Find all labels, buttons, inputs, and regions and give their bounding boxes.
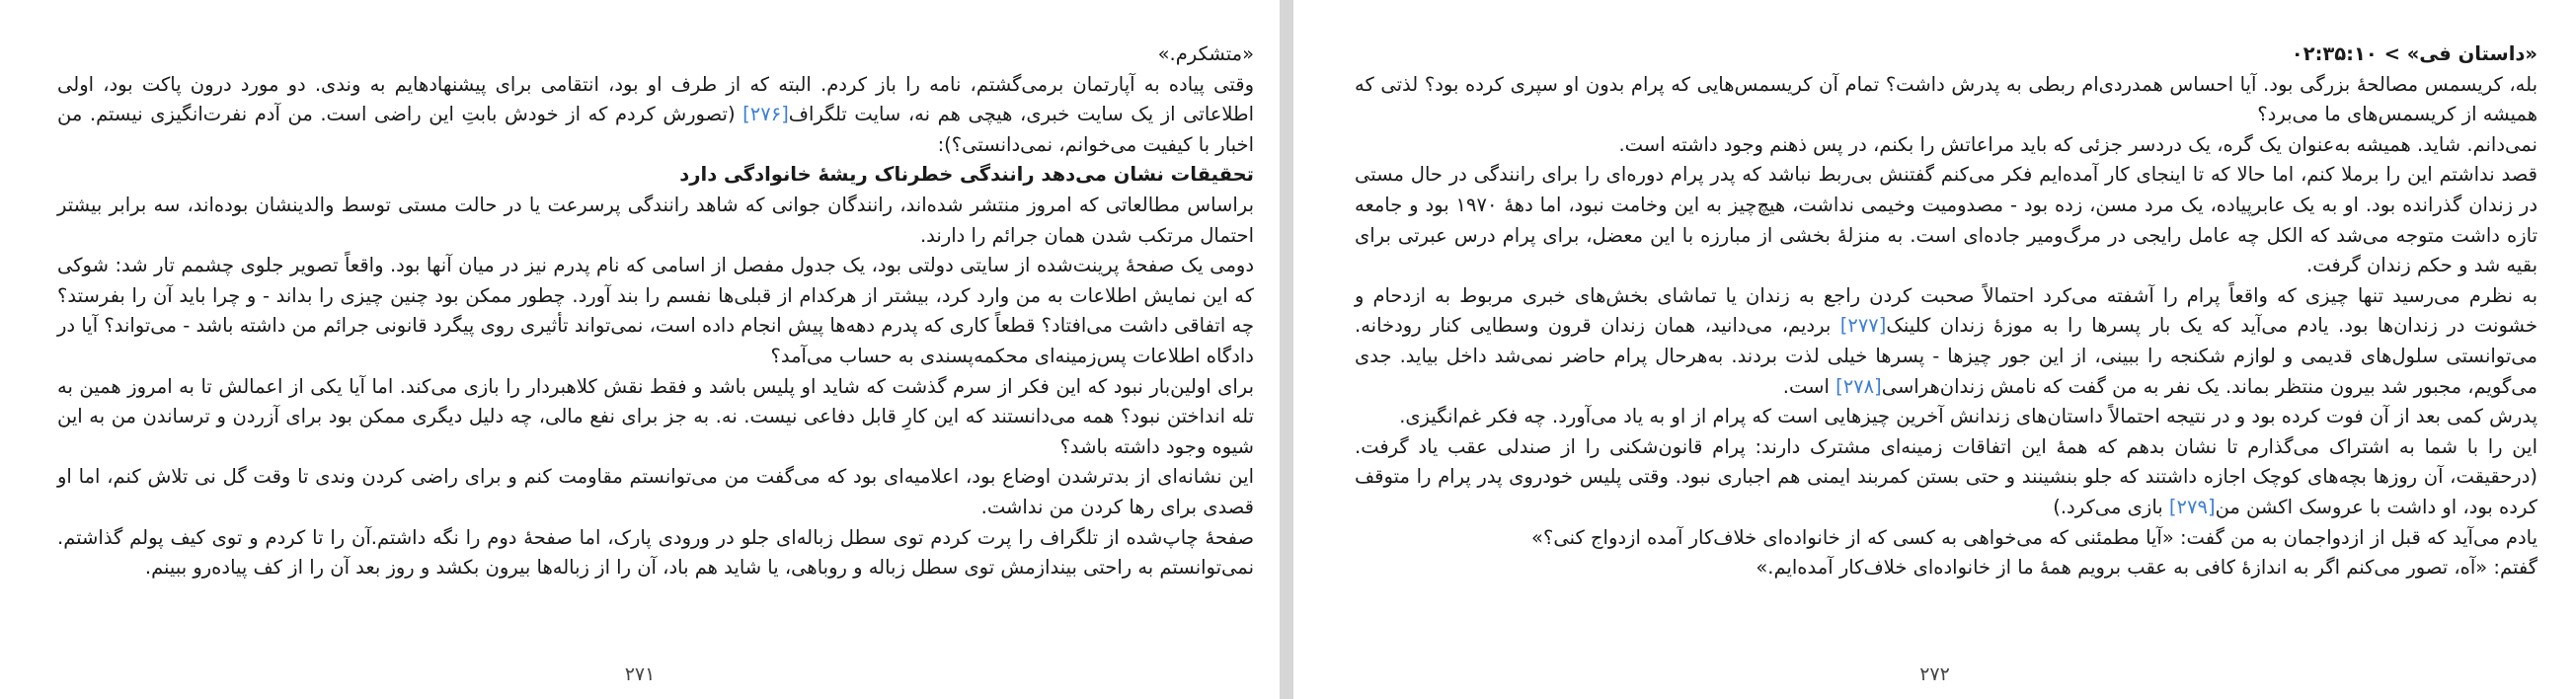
paragraph: یادم می‌آید که قبل از ازدواجمان به من گفت: «آیا مطمئنی که می‌خواهی به کسی که از خانواده‌ای خلاف‌کار آمده ازدواج کنی؟» — [1531, 525, 2537, 549]
paragraph: نمی‌دانم. شاید. همیشه به‌عنوان یک گره، یک دردسر جزئی که باید مراعاتش را بکنم، در پس ذهنم وجود داشته است. — [1618, 132, 2537, 156]
paragraph: صفحهٔ چاپ‌شده از تلگراف را پرت کردم توی سطل زباله‌ای جلو در ورودی پارک، اما صفحهٔ دوم را نگه داشتم.آن را تا کردم و توی کیف پولم گذاشتم. نمی‌توانستم به راحتی بیندازمش توی سطل زباله و روباهی، یا شاید هم باد، آن را از زباله‌ها بیرون بکشد و روز بعد آن را از کف پیاده‌رو ببینم. — [57, 525, 1254, 580]
paragraph-text: است. — [1782, 374, 1836, 398]
right-page — [1293, 0, 2576, 699]
paragraph-text: وقتی پیاده به آپارتمان برمی‌گشتم، نامه را باز کردم. البته که از طرف او بود، انتقامی برای پیشنهادهایم به وندی. دو مورد درون پاکت بود، اولی اطلاعاتی از یک سایت خبری، هیچی هم نه، سایت تلگراف — [57, 72, 1254, 126]
footnote-link[interactable]: [۲۷۸] — [1835, 374, 1882, 398]
paragraph: این نشانه‌ای از بدترشدن اوضاع بود، اعلامیه‌ای بود که می‌گفت من می‌توانستم مقاومت کنم و برای راضی کردن وندی تا وقت گل نی تلاش کنم، اما او قصدی برای رها کردن من نداشت. — [57, 465, 1254, 518]
section-header: «داستان فی» > ۰۲:۳۵:۱۰ — [2291, 42, 2537, 65]
page-number: ۲۷۱ — [624, 663, 656, 685]
paragraph: «متشکرم.» — [1157, 42, 1254, 65]
paragraph: براساس مطالعاتی که امروز منتشر شده‌اند، رانندگان جوانی که شاهد رانندگی پرسرعت یا در حالت مستی توسط والدینشان بوده‌اند، سه برابر بیشتر احتمال مرتکب شدن همان جرائم را دارند. — [57, 193, 1254, 247]
paragraph-text: به نظرم می‌رسید تنها چیزی که واقعاً پرام را آشفته می‌کرد احتمالاً صحبت کردن راجع به زندان یا تماشای بخش‌های خبری مربوط به ازدحام و خشونت در زندان‌ها بود. یادم می‌آید که یک بار پسرها را به موزهٔ زندان کلینک — [1355, 283, 2537, 338]
paragraph — [1355, 432, 2537, 523]
page-number: ۲۷۲ — [1919, 663, 1950, 685]
paragraph-text: بردیم، می‌دانید، همان زندان قرون وسطایی کنار رودخانه. می‌توانستی سلول‌های قدیمی و لوازم شکنجه را ببینی، از این جور چیزها - پسرها خیلی لذت بردند. به‌هرحال پرام حاضر نمی‌شد داخل بیاید. جدی می‌گویم، مجبور شد بیرون منتظر بماند. یک نفر به من گفت که نامش زندان‌هراسی — [1355, 314, 2537, 398]
left-page — [0, 0, 1280, 699]
footnote-link[interactable]: [۲۷۶] — [742, 103, 789, 126]
paragraph: قصد نداشتم این را برملا کنم، اما حالا که تا اینجای کار آمده‌ایم فکر می‌کنم گفتنش بی‌ربط نباشد که پدر پرام دوره‌ای را برای رانندگی در حال مستی در زندان گذرانده بود. او به یک عابرپیاده، یک مرد مسن، زده بود - مصدومیت وخیمی نداشت، هیچ‌چیز به این وخامت نبود، اما دههٔ ۱۹۷۰ بود و جامعه تازه داشت متوجه می‌شد که الکل چه عامل رایجی در مرگ‌ومیر جاده‌ای است. به منزلهٔ بخشی از مبارزه با این معضل، برای پرام درس عبرتی برای بقیه شد و حکم زندان گرفت. — [1355, 163, 2538, 277]
paragraph: دومی یک صفحهٔ پرینت‌شده از سایتی دولتی بود، یک جدول مفصل از اسامی که نام پدرم نیز در میان آنها بود. واقعاً تصویر جلوی چشمم تار شد: شوکی که این نمایش اطلاعات به من وارد کرد، بیشتر از هرکدام از قبلی‌ها نفسم را بند آورد. چطور ممکن بود چنین چیزی را بداند - و چرا باید آن را بفرستد؟ چه اتفاقی داشت می‌افتاد؟ قطعاً کاری که پدرم دهه‌ها پیش انجام داده است، نمی‌تواند تأثیری روی پیگرد قانونی جرائم من داشته باشد - می‌تواند؟ آیا در دادگاه اطلاعات پس‌زمینه‌ای محکمه‌پسندی به حساب می‌آمد؟ — [57, 254, 1254, 367]
left-page-text — [57, 39, 1254, 583]
paragraph: گفتم: «آه، تصور می‌کنم اگر به اندازهٔ کافی به عقب برویم همهٔ ما از خانواده‌ای خلاف‌کار آمده‌ایم.» — [1756, 556, 2537, 580]
paragraph-text: بازی می‌کرد.) — [2053, 495, 2169, 518]
footnote-link[interactable]: [۲۷۹] — [2168, 495, 2216, 518]
paragraph: برای اولین‌بار نبود که این فکر از سرم گذشت که شاید او پلیس باشد و فقط نقش کلاهبردار را بازی می‌کند. اما آیا یکی از اعمالش تا به امروز همین به تله انداختن نبود؟ همه می‌دانستند که این کارِ قابل دفاعی نیست. نه. به جز برای نفع مالی، چه دلیل دیگری ممکن بود برای آزردن و ترساندن من به این شیوه وجود داشته باشد؟ — [57, 374, 1254, 458]
right-page-text — [1355, 39, 2537, 583]
paragraph: پدرش کمی بعد از آن فوت کرده بود و در نتیجه احتمالاً داستان‌های زندانش آخرین چیزهایی است که پرام از او به یاد می‌آورد. چه فکر غم‌انگیزی. — [1399, 405, 2537, 428]
news-headline: تحقیقات نشان می‌دهد رانندگی خطرناک ریشهٔ خانوادگی دارد — [679, 163, 1254, 187]
paragraph-text: این را با شما به اشتراک می‌گذارم تا نشان بدهم که همهٔ این اتفاقات زمینه‌ای مشترک دارند: پرام قانون‌شکنی را از صندلی عقب یاد گرفت. (درحقیقت، آن روزها بچه‌های کوچک اجازه داشتند که جلو بنشینند و حتی بستن کمربند ایمنی هم اجباری نبود. وقتی پلیس خودروی پدر پرام را متوقف کرده بود، او داشت با عروسک اکشن من — [1355, 434, 2537, 518]
paragraph — [57, 70, 1254, 161]
paragraph-text: (تصورش کردم که از خودش بابتِ این راضی است. من آدم نفرت‌انگیزی نیستم. من اخبار با کیفیت می‌خوانم، نمی‌دانستی؟): — [57, 103, 1254, 156]
paragraph: بله، کریسمس مصالحهٔ بزرگی بود. آیا احساس همدردی‌ام ربطی به پدرش داشت؟ تمام آن کریسمس‌هایی که پرام بدون او سپری کرده بود؟ لذتی که همیشه از کریسمس‌های ما می‌برد؟ — [1355, 72, 2537, 126]
footnote-link[interactable]: [۲۷۷] — [1839, 314, 1887, 338]
paragraph — [1355, 281, 2537, 402]
